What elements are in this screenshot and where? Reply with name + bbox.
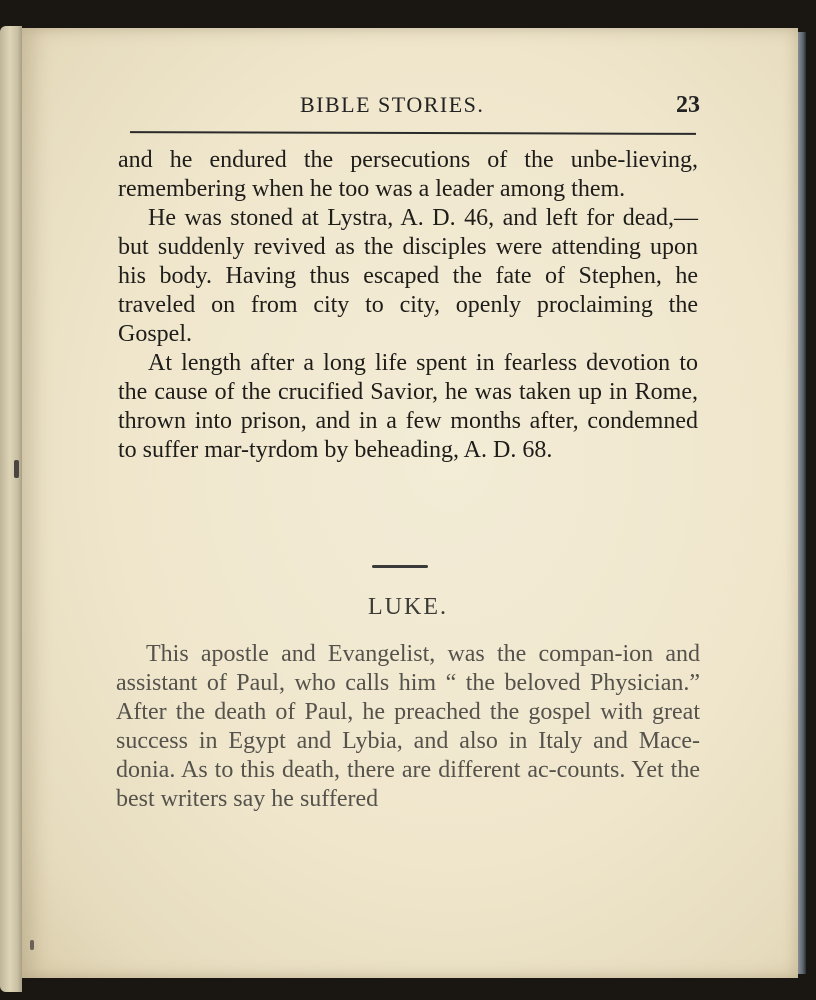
paragraph: This apostle and Evangelist, was the compan-ion and assistant of Paul, who calls him “ the beloved Physician.” After the death of Paul, he preached the gospel with great success in Egypt and Lybia, and also in Italy and Mace-donia. As to this death, there are different ac-counts. Yet the best writers say he suffered [116,641,700,812]
book-binding-edge [0,26,22,992]
paragraph: and he endured the persecutions of the unbe-lieving, remembering when he too was a leader among them. [118,147,698,202]
running-title: BIBLE STORIES. [300,92,485,117]
section-heading: LUKE. [368,594,448,620]
paragraph: He was stoned at Lystra, A. D. 46, and left for dead,—but suddenly revived as the disciples were attending upon his body. Having thus escaped the fate of Stephen, he traveled on from city to city, openly proclaiming the Gospel. [118,205,698,347]
page-edge-shadow [798,32,806,974]
page-number: 23 [676,92,700,118]
paragraph: At length after a long life spent in fearless devotion to the cause of the crucified Savior, he was taken up in Rome, thrown into prison, and in a few months after, condemned to suffer mar-tyrdom by beheading, A. D. 68. [118,350,698,463]
section-divider [372,565,428,568]
margin-mark [14,460,19,478]
margin-speck [30,940,34,950]
body-text [118,146,698,465]
running-head [122,92,700,122]
section-body [116,640,700,814]
